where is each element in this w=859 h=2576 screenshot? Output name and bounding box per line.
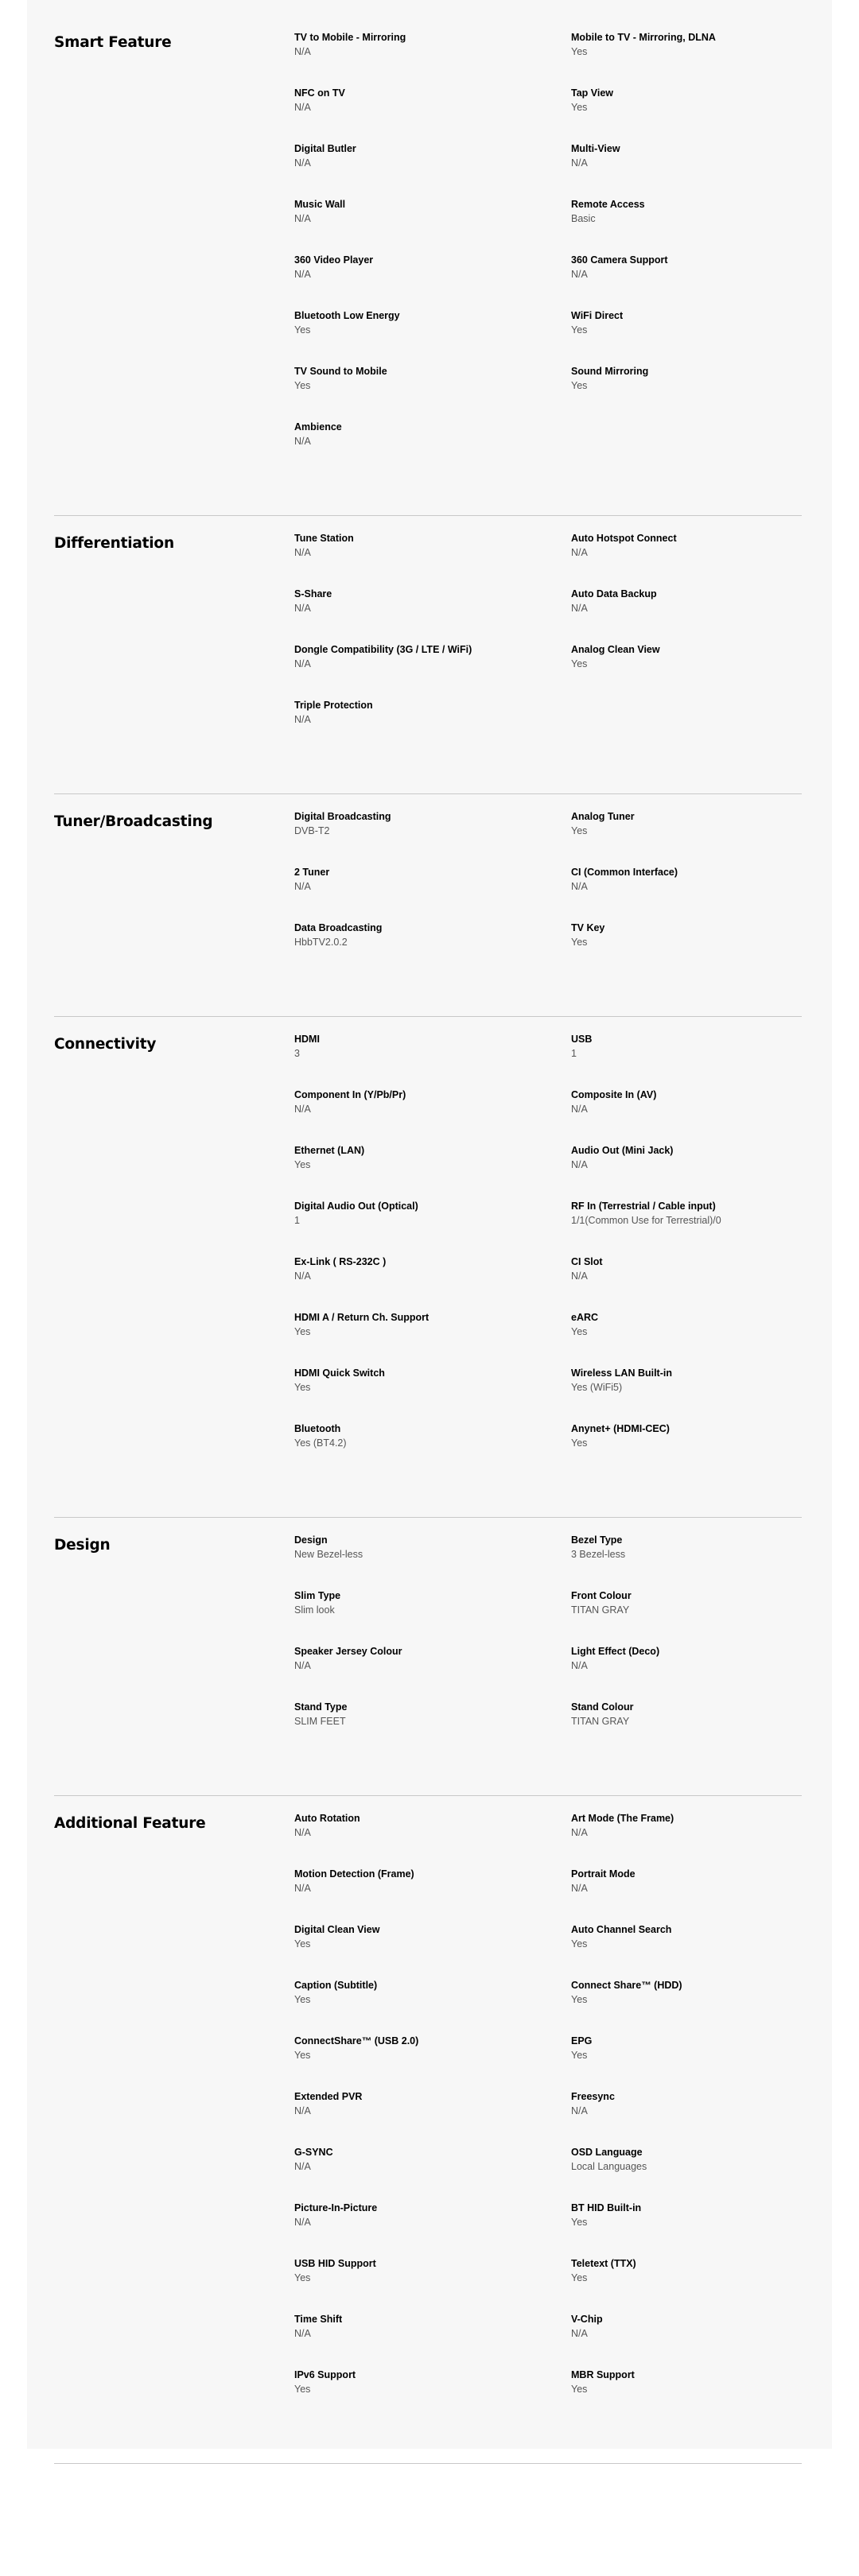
spec-item [294,2368,549,2396]
spec-label: Mobile to TV - Mirroring, DLNA [571,32,716,43]
spec-value: Yes [294,1326,311,1337]
spec-item [294,587,549,615]
spec-value: 1/1(Common Use for Terrestrial)/0 [571,1215,721,1226]
spec-value: Yes [294,2272,311,2283]
section-divider [54,1517,802,1518]
spec-label: 360 Video Player [294,254,374,266]
spec-item [294,86,549,114]
spec-label: Multi-View [571,143,620,154]
spec-label: Dongle Compatibility (3G / LTE / WiFi) [294,644,472,655]
spec-item [294,308,549,337]
spec-item [294,1867,549,1895]
spec-item [571,809,826,838]
spec-label: Tune Station [294,533,354,544]
spec-item [571,1867,826,1895]
spec-item [294,364,549,393]
spec-label: S-Share [294,588,332,599]
spec-label: WiFi Direct [571,310,624,321]
spec-label: Data Broadcasting [294,922,383,933]
spec-label: Anynet+ (HDMI-CEC) [571,1423,670,1434]
spec-label: Auto Data Backup [571,588,657,599]
spec-value: N/A [571,1104,588,1115]
spec-item [571,2034,826,2062]
spec-item [571,1978,826,2007]
spec-item [294,2089,549,2118]
spec-value: SLIM FEET [294,1716,346,1727]
spec-item [571,1255,826,1283]
spec-value: Yes [571,102,588,113]
spec-label: Digital Butler [294,143,356,154]
spec-item [294,1310,549,1339]
spec-value: Yes [571,2050,588,2061]
spec-label: Design [294,1534,328,1546]
spec-label: Ethernet (LAN) [294,1145,365,1156]
spec-value: N/A [571,547,588,558]
section-title: Smart Feature [54,34,172,51]
spec-item [571,1199,826,1228]
spec-label: Auto Channel Search [571,1924,672,1935]
spec-item [571,1088,826,1116]
spec-item [571,1811,826,1840]
spec-item [294,1589,549,1617]
spec-label: Component In (Y/Pb/Pr) [294,1089,406,1100]
spec-value: Yes [571,1437,588,1449]
spec-value: N/A [571,157,588,169]
section-title: Differentiation [54,535,174,552]
spec-item [571,1143,826,1172]
spec-value: Yes [571,1994,588,2005]
spec-item [294,253,549,281]
spec-label: Auto Hotspot Connect [571,533,677,544]
spec-value: Yes [571,2217,588,2228]
spec-label: IPv6 Support [294,2369,356,2380]
spec-item [294,642,549,671]
spec-value: Yes [294,380,311,391]
spec-label: Digital Clean View [294,1924,380,1935]
spec-label: EPG [571,2035,593,2046]
section-divider [54,2463,802,2464]
spec-label: Remote Access [571,199,645,210]
spec-label: ConnectShare™ (USB 2.0) [294,2035,419,2046]
spec-label: Art Mode (The Frame) [571,1813,674,1824]
spec-label: Stand Colour [571,1701,634,1713]
spec-label: Wireless LAN Built-in [571,1368,672,1379]
spec-value: N/A [571,269,588,280]
spec-item [571,921,826,949]
spec-value: N/A [571,881,588,892]
spec-value: Yes [294,324,311,336]
spec-value: N/A [571,2105,588,2116]
spec-item [294,1700,549,1728]
spec-value: Yes (BT4.2) [294,1437,347,1449]
spec-value: N/A [571,1271,588,1282]
spec-item [571,2145,826,2174]
spec-item [571,2089,826,2118]
spec-item [294,2256,549,2285]
section-title: Connectivity [54,1036,157,1053]
spec-value: TITAN GRAY [571,1604,630,1616]
spec-label: Music Wall [294,199,346,210]
spec-item [571,1366,826,1395]
spec-label: Slim Type [294,1590,341,1601]
spec-label: HDMI Quick Switch [294,1368,385,1379]
spec-value: N/A [294,2105,311,2116]
spec-label: Ex-Link ( RS-232C ) [294,1256,387,1267]
spec-label: Bluetooth Low Energy [294,310,400,321]
spec-label: HDMI A / Return Ch. Support [294,1312,430,1323]
spec-item [294,30,549,59]
spec-item [294,2034,549,2062]
spec-item [294,921,549,949]
spec-value: New Bezel-less [294,1549,363,1560]
spec-item [294,1811,549,1840]
spec-value: Yes [294,2050,311,2061]
spec-value: Yes [294,1994,311,2005]
spec-item [571,642,826,671]
spec-value: Yes [571,825,588,836]
spec-label: Speaker Jersey Colour [294,1646,402,1657]
section-title: Additional Feature [54,1815,206,1832]
spec-item [571,86,826,114]
spec-item [571,2256,826,2285]
spec-item [571,865,826,894]
spec-item [294,197,549,226]
spec-item [294,2145,549,2174]
spec-item [294,1088,549,1116]
spec-label: Extended PVR [294,2091,363,2102]
spec-value: N/A [294,436,311,447]
spec-value: 3 Bezel-less [571,1549,626,1560]
spec-value: 3 [294,1048,300,1059]
spec-value: Yes [294,1938,311,1949]
spec-item [294,1143,549,1172]
spec-item [294,531,549,560]
spec-panel [27,0,832,2449]
spec-label: RF In (Terrestrial / Cable input) [571,1201,716,1212]
spec-label: Analog Tuner [571,811,635,822]
spec-label: Digital Audio Out (Optical) [294,1201,418,1212]
spec-label: 2 Tuner [294,867,330,878]
spec-label: G-SYNC [294,2147,333,2158]
spec-item [294,865,549,894]
spec-item [294,2201,549,2229]
spec-value: Basic [571,213,596,224]
spec-value: N/A [294,603,311,614]
spec-label: NFC on TV [294,87,345,99]
spec-item [294,1032,549,1061]
spec-item [294,142,549,170]
spec-value: N/A [294,1883,311,1894]
section-divider [54,1016,802,1017]
spec-item [294,809,549,838]
spec-label: TV Key [571,922,605,933]
spec-item [294,698,549,727]
section-divider [54,515,802,516]
spec-value: N/A [294,157,311,169]
spec-item [571,1533,826,1562]
spec-item [571,1644,826,1673]
spec-item [571,30,826,59]
spec-value: N/A [294,46,311,57]
spec-item [571,197,826,226]
section-title: Design [54,1537,111,1554]
spec-label: TV Sound to Mobile [294,366,387,377]
spec-label: Portrait Mode [571,1868,636,1880]
spec-value: N/A [294,1104,311,1115]
spec-item [294,1199,549,1228]
spec-item [571,1310,826,1339]
spec-value: N/A [294,881,311,892]
spec-item [571,253,826,281]
spec-label: Digital Broadcasting [294,811,391,822]
spec-label: Ambience [294,421,342,433]
spec-value: N/A [294,2328,311,2339]
spec-value: DVB-T2 [294,825,330,836]
spec-label: Stand Type [294,1701,348,1713]
spec-value: Yes (WiFi5) [571,1382,623,1393]
spec-item [571,1700,826,1728]
spec-value: Yes [571,2272,588,2283]
spec-value: N/A [294,1827,311,1838]
spec-value: N/A [571,1159,588,1170]
spec-value: N/A [294,714,311,725]
spec-item [571,531,826,560]
spec-label: 360 Camera Support [571,254,668,266]
spec-label: Time Shift [294,2314,343,2325]
spec-value: N/A [571,1827,588,1838]
spec-value: N/A [294,213,311,224]
spec-item [571,2312,826,2341]
spec-value: N/A [294,2161,311,2172]
spec-item [571,2368,826,2396]
spec-item [571,142,826,170]
spec-label: BT HID Built-in [571,2202,642,2213]
section-divider [54,793,802,794]
spec-value: 1 [571,1048,577,1059]
spec-label: USB HID Support [294,2258,376,2269]
spec-item [294,1422,549,1450]
spec-item [294,2312,549,2341]
spec-value: Yes [294,1382,311,1393]
spec-value: Yes [294,2384,311,2395]
spec-value: N/A [571,603,588,614]
section-divider [54,1795,802,1796]
spec-item [571,1032,826,1061]
spec-value: Yes [571,324,588,336]
spec-label: Motion Detection (Frame) [294,1868,414,1880]
spec-label: MBR Support [571,2369,635,2380]
spec-value: Yes [571,380,588,391]
spec-item [571,1422,826,1450]
spec-label: V-Chip [571,2314,603,2325]
spec-value: N/A [294,547,311,558]
spec-value: Yes [571,2384,588,2395]
spec-label: Analog Clean View [571,644,660,655]
spec-value: Slim look [294,1604,335,1616]
spec-label: OSD Language [571,2147,643,2158]
spec-item [571,1589,826,1617]
spec-label: Picture-In-Picture [294,2202,378,2213]
spec-value: Local Languages [571,2161,647,2172]
spec-label: TV to Mobile - Mirroring [294,32,406,43]
spec-label: Auto Rotation [294,1813,360,1824]
spec-value: Yes [571,937,588,948]
spec-value: Yes [571,658,588,669]
spec-value: Yes [571,46,588,57]
spec-label: Audio Out (Mini Jack) [571,1145,674,1156]
spec-label: HDMI [294,1034,320,1045]
spec-value: N/A [294,1271,311,1282]
spec-value: N/A [571,1883,588,1894]
spec-label: eARC [571,1312,599,1323]
section-title: Tuner/Broadcasting [54,813,213,830]
spec-value: TITAN GRAY [571,1716,630,1727]
spec-label: Caption (Subtitle) [294,1980,378,1991]
spec-item [294,420,549,448]
spec-value: Yes [294,1159,311,1170]
spec-label: CI (Common Interface) [571,867,678,878]
spec-value: N/A [294,658,311,669]
spec-value: Yes [571,1326,588,1337]
spec-label: Light Effect (Deco) [571,1646,660,1657]
spec-item [571,2201,826,2229]
spec-item [571,587,826,615]
spec-label: Sound Mirroring [571,366,649,377]
spec-item [294,1533,549,1562]
spec-item [571,1922,826,1951]
spec-value: Yes [571,1938,588,1949]
spec-value: N/A [294,2217,311,2228]
spec-item [294,1366,549,1395]
spec-value: HbbTV2.0.2 [294,937,348,948]
spec-value: 1 [294,1215,300,1226]
spec-item [294,1978,549,2007]
spec-item [571,364,826,393]
spec-value: N/A [294,1660,311,1671]
spec-label: Connect Share™ (HDD) [571,1980,682,1991]
spec-label: Composite In (AV) [571,1089,657,1100]
spec-label: Freesync [571,2091,615,2102]
spec-value: N/A [571,2328,588,2339]
spec-label: Tap View [571,87,614,99]
spec-label: Bezel Type [571,1534,623,1546]
spec-label: USB [571,1034,593,1045]
spec-label: Teletext (TTX) [571,2258,636,2269]
spec-label: Front Colour [571,1590,632,1601]
spec-item [294,1255,549,1283]
spec-label: CI Slot [571,1256,603,1267]
spec-value: N/A [294,102,311,113]
spec-item [294,1922,549,1951]
spec-value: N/A [571,1660,588,1671]
spec-item [294,1644,549,1673]
spec-item [571,308,826,337]
spec-value: N/A [294,269,311,280]
spec-label: Bluetooth [294,1423,341,1434]
spec-label: Triple Protection [294,700,373,711]
